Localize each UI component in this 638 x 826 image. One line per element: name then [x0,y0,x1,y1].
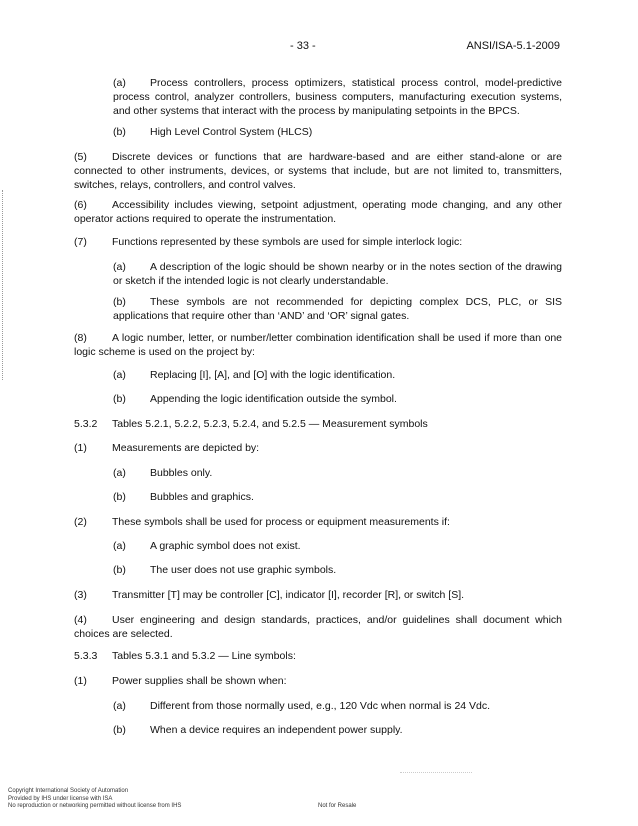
margin-marks [2,190,9,380]
list-item: (b) These symbols are not recommended for depicting complex DCS, PLC, or SIS applications that require other than ‘AND’ and ‘OR’ signal gates. [113,296,562,322]
list-item: (6) Accessibility includes viewing, setpoint adjustment, operating mode changing, and any other operator actions required to operate the instrumentation. [74,199,562,225]
list-item: (b) Appending the logic identification outside the symbol. [113,393,397,405]
list-item: (a) Replacing [I], [A], and [O] with the logic identification. [113,369,396,381]
list-item: (5) Discrete devices or functions that are hardware-based and are either stand-alone or are connected to other instruments, devices, or systems that include, but are not limited to, transmitters, switches, relays, controllers, and control valves. [74,151,562,191]
list-item: (a) A graphic symbol does not exist. [113,540,301,552]
footer-line: Copyright International Society of Automation [8,788,129,794]
standard-name: ANSI/ISA-5.1-2009 [466,40,560,52]
list-item: (3) Transmitter [T] may be controller [C], indicator [I], recorder [R], or switch [S]. [74,589,465,601]
list-item: (7) Functions represented by these symbols are used for simple interlock logic: [74,236,463,248]
list-item: (b) High Level Control System (HLCS) [113,126,313,138]
copyright-footer [8,788,181,811]
list-item: (8) A logic number, letter, or number/letter combination identification shall be used if more than one logic scheme is used on the project by: [74,332,562,358]
page-number: - 33 - [290,40,316,52]
divider [400,772,472,775]
resale-notice: Not for Resale [318,803,357,809]
section-heading: 5.3.2 Tables 5.2.1, 5.2.2, 5.2.3, 5.2.4, and 5.2.5 — Measurement symbols [74,418,428,430]
list-item: (2) These symbols shall be used for process or equipment measurements if: [74,516,450,528]
list-item: (1) Measurements are depicted by: [74,442,260,454]
section-heading: 5.3.3 Tables 5.3.1 and 5.3.2 — Line symbols: [74,650,296,662]
list-item: (4) User engineering and design standards, practices, and/or guidelines shall document which choices are selected. [74,614,562,640]
list-item: (a) Different from those normally used, e.g., 120 Vdc when normal is 24 Vdc. [113,700,491,712]
list-item: (b) When a device requires an independent power supply. [113,724,403,736]
list-item: (a) Process controllers, process optimizers, statistical process control, model-predictive process control, analyzer controllers, business computers, manufacturing execution systems, and other systems that interact with the process by manipulating setpoints in the BPCS. [113,77,562,117]
list-item: (b) The user does not use graphic symbols. [113,564,337,576]
footer-line: No reproduction or networking permitted without license from IHS [8,803,182,809]
footer-line: Provided by IHS under license with ISA [8,795,113,802]
list-item: (a) A description of the logic should be shown nearby or in the notes section of the drawing or sketch if the intended logic is not clearly understandable. [113,261,562,287]
list-item: (b) Bubbles and graphics. [113,491,254,503]
list-item: (a) Bubbles only. [113,467,213,479]
list-item: (1) Power supplies shall be shown when: [74,675,287,687]
